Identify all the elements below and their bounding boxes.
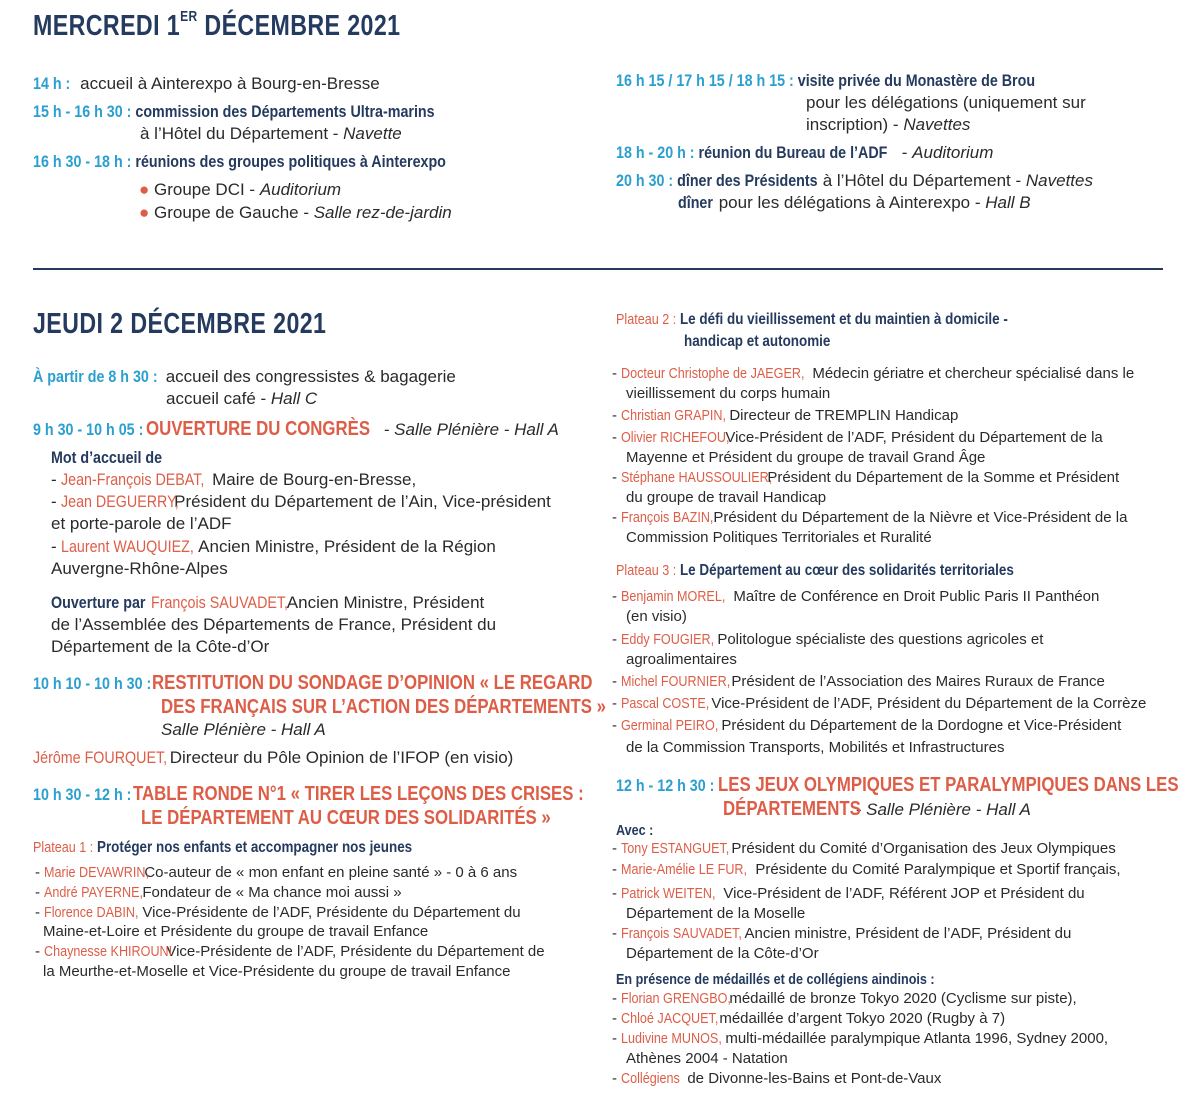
list-item: ● Groupe DCI - Auditorium: [139, 180, 342, 199]
agenda-item: 16 h 15 / 17 h 15 / 18 h 15 : visite privée du Monastère de Brou: [616, 71, 1036, 90]
list-item: - Florence DABIN, Vice-Présidente de l’ADF, Présidente du Département du: [35, 904, 521, 921]
agenda-item: 14 h : accueil à Ainterexpo à Bourg-en-Bresse: [33, 74, 380, 93]
section-label: Avec :: [616, 822, 654, 839]
list-item: - François BAZIN, Président du Département de la Nièvre et Vice-Président de la: [612, 509, 1128, 526]
agenda-item: 18 h - 20 h : réunion du Bureau de l’ADF - Auditorium: [616, 143, 994, 162]
day2-left-column: [33, 0, 606, 1098]
list-item: - François SAUVADET, Ancien ministre, Président de l’ADF, Président du: [612, 925, 1072, 942]
opening-speaker-cont: Département de la Côte-d’Or: [51, 637, 270, 656]
list-item-cont: vieillissement du corps humain: [626, 385, 831, 402]
agenda-item-detail: dîner pour les délégations à Ainterexpo - Hall B: [678, 193, 1031, 212]
list-item: - Collégiens de Divonne-les-Bains et Pont-de-Vaux: [612, 1070, 942, 1087]
agenda-item-detail: accueil café - Hall C: [166, 389, 318, 408]
agenda-item-title: DÉPARTEMENTS - Salle Plénière - Hall A: [723, 798, 1031, 820]
list-item: - Tony ESTANGUET, Président du Comité d’Organisation des Jeux Olympiques: [612, 840, 1116, 857]
day2-right-column: [612, 0, 1186, 1098]
list-item: - Marie DEVAWRIN, Co-auteur de « mon enfant en pleine santé » - 0 à 6 ans: [35, 864, 518, 881]
agenda-item: 10 h 10 - 10 h 30 :RESTITUTION DU SONDAGE D’OPINION « LE REGARD: [33, 672, 593, 694]
agenda-item-detail: pour les délégations (uniquement sur: [806, 93, 1086, 112]
list-item: ● Groupe de Gauche - Salle rez-de-jardin: [139, 203, 452, 222]
list-item-cont: Département de la Moselle: [626, 905, 806, 922]
list-item: - Christian GRAPIN, Directeur de TREMPLIN Handicap: [612, 407, 959, 424]
plateau-heading: Plateau 3 : Le Département au cœur des solidarités territoriales: [616, 562, 1014, 579]
list-item: - Jean DEGUERRY, Président du Département de l’Ain, Vice-président: [51, 492, 551, 511]
opening-speaker: Ouverture parFrançois SAUVADET, Ancien Ministre, Président: [51, 593, 485, 612]
day2-title: JEUDI 2 DÉCEMBRE 2021: [33, 308, 327, 340]
agenda-item: 16 h 30 - 18 h : réunions des groupes politiques à Ainterexpo: [33, 152, 446, 171]
list-item: - Chloé JACQUET, médaillée d’argent Tokyo 2020 (Rugby à 7): [612, 1010, 1006, 1027]
list-item-cont: Maine-et-Loire et Présidente du groupe de travail Enfance: [43, 923, 429, 940]
list-item-cont: et porte-parole de l’ADF: [51, 514, 232, 533]
list-item: - Germinal PEIRO, Président du Département de la Dordogne et Vice-Président: [612, 717, 1122, 734]
plateau-heading: Plateau 1 : Protéger nos enfants et accompagner nos jeunes: [33, 839, 413, 856]
agenda-item: 10 h 30 - 12 h :TABLE RONDE N°1 « TIRER LES LEÇONS DES CRISES :: [33, 783, 584, 805]
agenda-item: 15 h - 16 h 30 : commission des Départements Ultra-marins: [33, 102, 435, 121]
list-item-cont: Commission Politiques Territoriales et Ruralité: [626, 529, 932, 546]
list-item-cont: la Meurthe-et-Moselle et Vice-Présidente du groupe de travail Enfance: [43, 963, 511, 980]
list-item: - Ludivine MUNOS, multi-médaillée paralympique Atlanta 1996, Sydney 2000,: [612, 1030, 1109, 1047]
plateau-heading: Plateau 2 : Le défi du vieillissement et du maintien à domicile -: [616, 311, 1008, 328]
list-item: - Docteur Christophe de JAEGER, Médecin gériatre et chercheur spécialisé dans le: [612, 365, 1135, 382]
list-item-cont: du groupe de travail Handicap: [626, 489, 827, 506]
section-label: En présence de médaillés et de collégiens aindinois :: [616, 971, 935, 988]
list-item: - Olivier RICHEFOU, Vice-Président de l’ADF, Président du Département de la: [612, 429, 1103, 446]
list-item-cont: (en visio): [626, 608, 687, 625]
list-item: - Chaynesse KHIROUNI Vice-Présidente de l’ADF, Présidente du Département de: [35, 943, 545, 960]
list-item: Jérôme FOURQUET, Directeur du Pôle Opinion de l’IFOP (en visio): [33, 748, 514, 767]
section-label: Mot d’accueil de: [51, 448, 163, 467]
agenda-item-title: LE DÉPARTEMENT AU CŒUR DES SOLIDARITÉS »: [141, 807, 551, 829]
list-item-cont: Athènes 2004 - Natation: [626, 1050, 788, 1067]
agenda-item-location: Salle Plénière - Hall A: [161, 720, 326, 739]
list-item-cont: Département de la Côte-d’Or: [626, 945, 819, 962]
opening-speaker-cont: de l’Assemblée des Départements de France, Président du: [51, 615, 497, 634]
agenda-item-detail: inscription) - Navettes: [806, 115, 971, 134]
list-item: - Benjamin MOREL, Maître de Conférence en Droit Public Paris II Panthéon: [612, 588, 1100, 605]
list-item: - Laurent WAUQUIEZ, Ancien Ministre, Président de la Région: [51, 537, 496, 556]
list-item-cont: de la Commission Transports, Mobilités et Infrastructures: [626, 739, 1005, 756]
list-item-cont: Mayenne et Président du groupe de travail Grand Âge: [626, 449, 986, 466]
list-item: - Pascal COSTE, Vice-Président de l’ADF, Président du Département de la Corrèze: [612, 695, 1147, 712]
day1-title: MERCREDI 1ER DÉCEMBRE 2021: [33, 8, 401, 42]
list-item-cont: Auvergne-Rhône-Alpes: [51, 559, 228, 578]
agenda-item-title: DES FRANÇAIS SUR L’ACTION DES DÉPARTEMENTS »: [161, 696, 606, 718]
list-item: - Eddy FOUGIER, Politologue spécialiste des questions agricoles et: [612, 631, 1044, 648]
agenda-item-detail: à l’Hôtel du Département - Navette: [140, 124, 402, 143]
list-item: - Patrick WEITEN, Vice-Président de l’ADF, Référent JOP et Président du: [612, 885, 1085, 902]
agenda-item: 9 h 30 - 10 h 05 :OUVERTURE DU CONGRÈS - Salle Plénière - Hall A: [33, 418, 559, 440]
list-item: - Michel FOURNIER, Président de l’Association des Maires Ruraux de France: [612, 673, 1105, 690]
list-item: - Jean-François DEBAT, Maire de Bourg-en-Bresse,: [51, 470, 417, 489]
agenda-item: 20 h 30 : dîner des Présidents à l’Hôtel du Département - Navettes: [616, 171, 1093, 190]
list-item: - Stéphane HAUSSOULIER, Président du Département de la Somme et Président: [612, 469, 1120, 486]
agenda-item: 12 h - 12 h 30 :LES JEUX OLYMPIQUES ET PARALYMPIQUES DANS LES: [616, 774, 1179, 796]
agenda-item: À partir de 8 h 30 : accueil des congressistes & bagagerie: [33, 367, 456, 386]
list-item: - Florian GRENGBO, médaillé de bronze Tokyo 2020 (Cyclisme sur piste),: [612, 990, 1077, 1007]
list-item-cont: agroalimentaires: [626, 651, 737, 668]
plateau-heading-cont: handicap et autonomie: [684, 333, 831, 350]
list-item: - Marie-Amélie LE FUR, Présidente du Comité Paralympique et Sportif français,: [612, 861, 1121, 878]
list-item: - André PAYERNE, Fondateur de « Ma chance moi aussi »: [35, 884, 402, 901]
